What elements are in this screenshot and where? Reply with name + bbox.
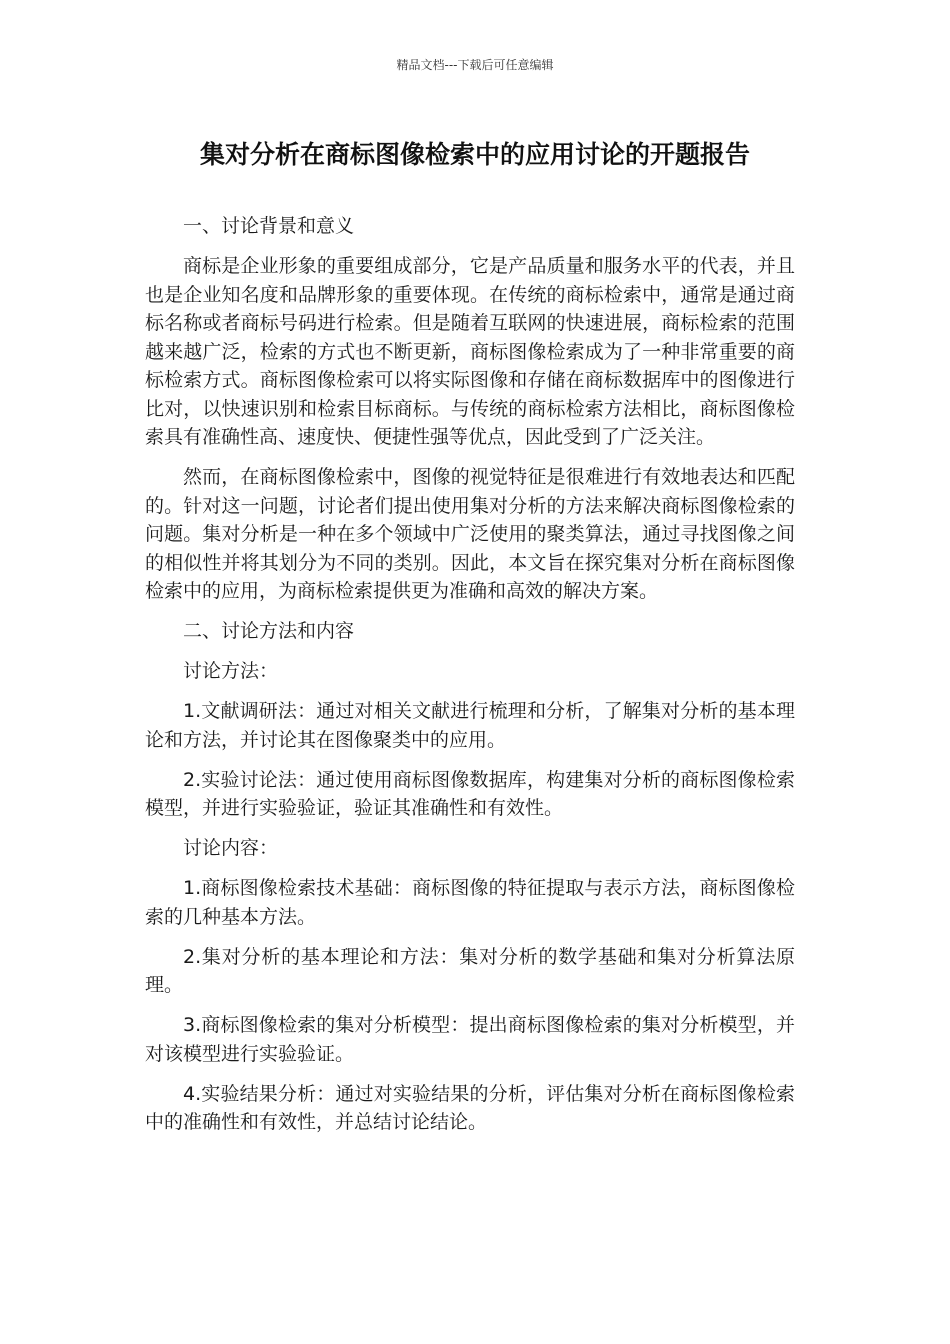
document-title: 集对分析在商标图像检索中的应用讨论的开题报告 [199,140,750,169]
section-heading-background: 一、讨论背景和意义 [183,215,355,237]
section-heading-methods-content: 二、讨论方法和内容 [183,620,355,642]
method-item-2: 2.实验讨论法：通过使用商标图像数据库，构建集对分析的商标图像检索模型，并进行实验验证，验证其准确性和有效性。 [145,768,795,819]
document-body [145,212,795,1148]
content-label: 讨论内容： [183,837,279,859]
content-item-4: 4.实验结果分析：通过对实验结果的分析，评估集对分析在商标图像检索中的准确性和有效性，并总结讨论结论。 [145,1082,795,1133]
content-item-1: 1.商标图像检索技术基础：商标图像的特征提取与表示方法，商标图像检索的几种基本方法。 [145,877,795,928]
content-item-3: 3.商标图像检索的集对分析模型：提出商标图像检索的集对分析模型，并对该模型进行实验验证。 [145,1014,795,1065]
paragraph-background-1: 商标是企业形象的重要组成部分，它是产品质量和服务水平的代表，并且也是企业知名度和品牌形象的重要体现。在传统的商标检索中，通常是通过商标名称或者商标号码进行检索。但是随着互联网的快速进展，商标检索的范围越来越广泛，检索的方式也不断更新，商标图像检索成为了一种非常重要的商标检索方式。商标图像检索可以将实际图像和存储在商标数据库中的图像进行比对，以快速识别和检索目标商标。与传统的商标检索方法相比，商标图像检索具有准确性高、速度快、便捷性强等优点，因此受到了广泛关注。 [145,255,795,448]
method-item-1: 1.文献调研法：通过对相关文献进行梳理和分析，了解集对分析的基本理论和方法，并讨论其在图像聚类中的应用。 [145,700,795,751]
paragraph-background-2: 然而，在商标图像检索中，图像的视觉特征是很难进行有效地表达和匹配的。针对这一问题，讨论者们提出使用集对分析的方法来解决商标图像检索的问题。集对分析是一种在多个领域中广泛使用的聚类算法，通过寻找图像之间的相似性并将其划分为不同的类别。因此，本文旨在探究集对分析在商标图像检索中的应用，为商标检索提供更为准确和高效的解决方案。 [145,466,795,602]
methods-label: 讨论方法： [183,660,279,682]
page-header: 精品文档---下载后可任意编辑 [396,58,554,72]
content-item-2: 2.集对分析的基本理论和方法：集对分析的数学基础和集对分析算法原理。 [145,945,795,996]
